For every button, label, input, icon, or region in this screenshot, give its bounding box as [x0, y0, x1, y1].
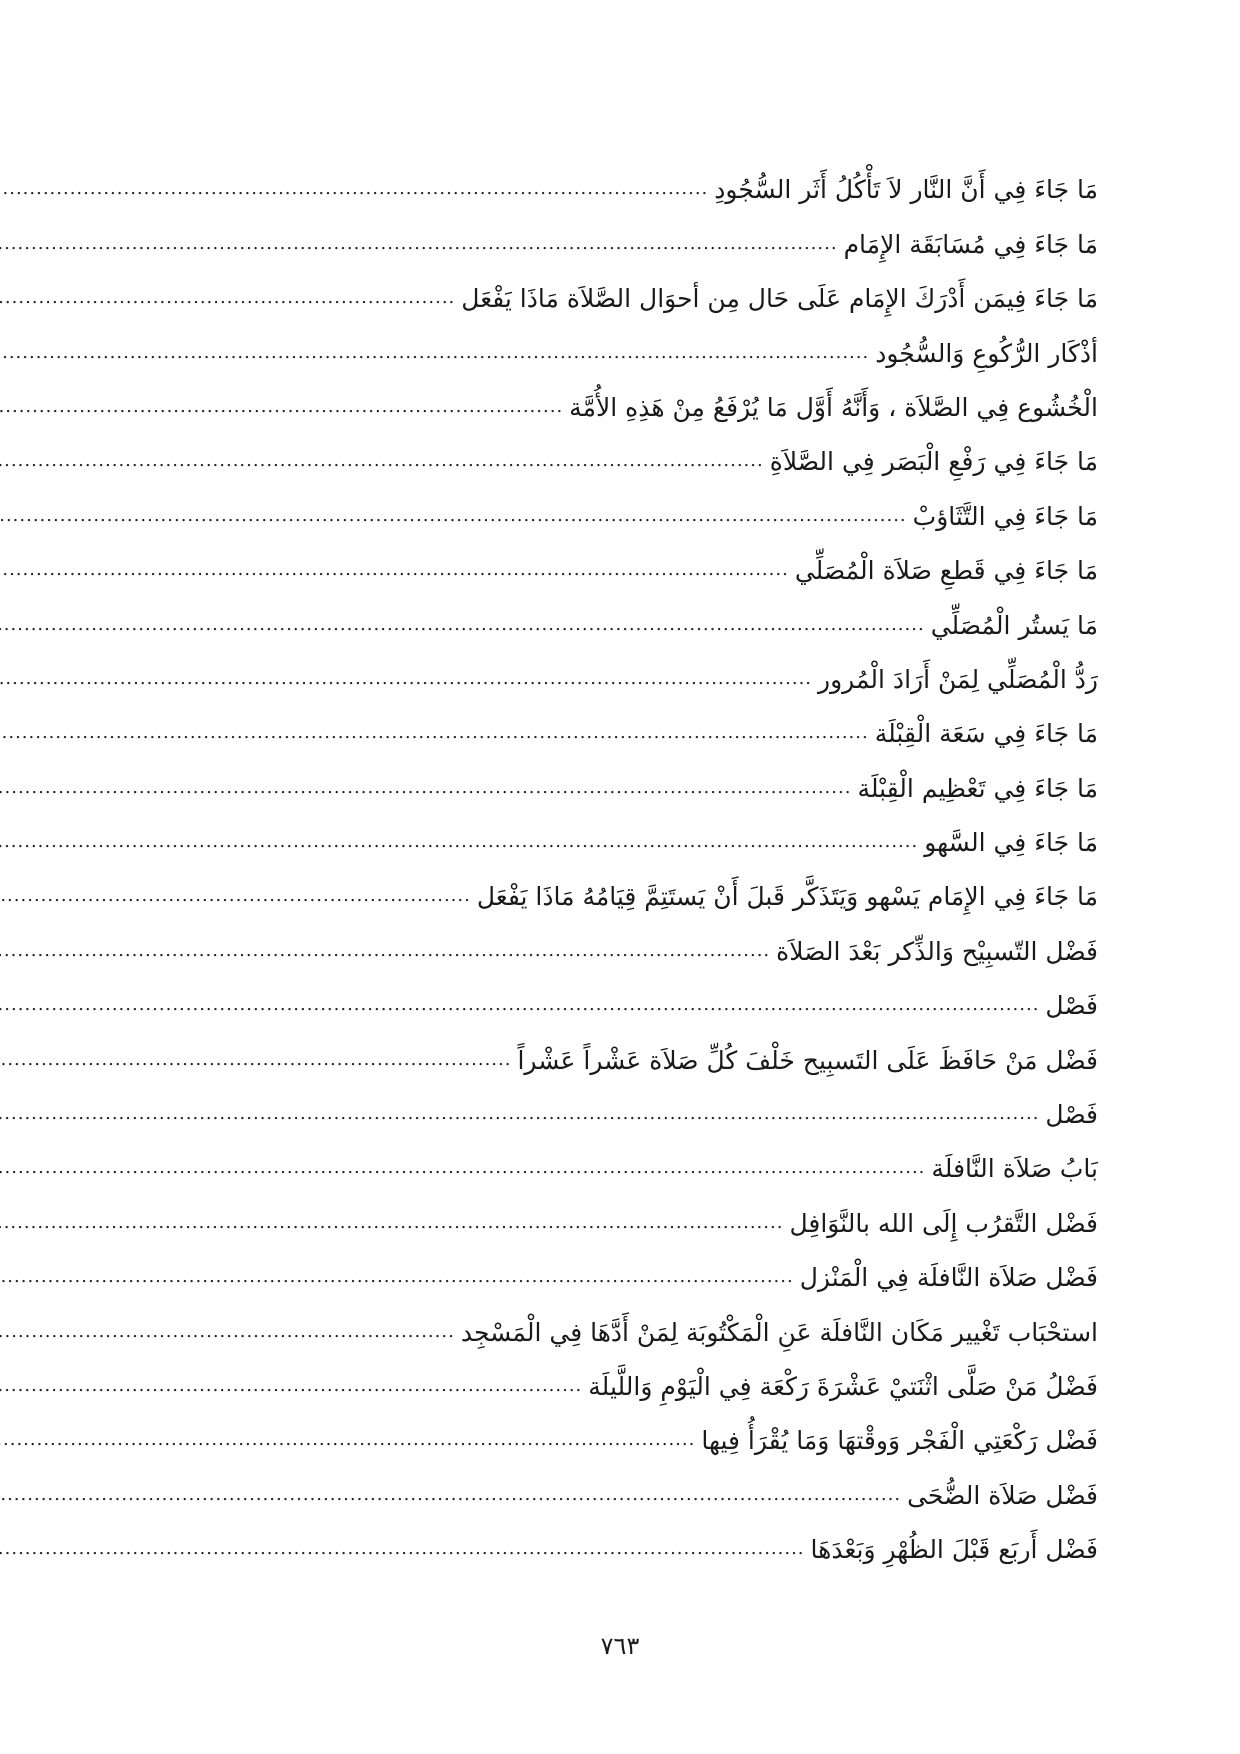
dot-leader [0, 344, 869, 368]
page-number: ٧٦٣ [600, 1632, 640, 1660]
dot-leader [0, 887, 471, 911]
dot-leader [0, 779, 851, 803]
dot-leader [0, 1431, 695, 1455]
dot-leader [0, 1159, 925, 1183]
toc-entry-title: رَدُّ الْمُصَلِّي لِمَنْ أَرَادَ الْمُرور [818, 664, 1098, 694]
toc-entry [148, 204, 1098, 258]
toc-entry-title: فَصْل [1045, 1100, 1098, 1130]
dot-leader [0, 942, 770, 966]
toc-entry [148, 694, 1098, 748]
dot-leader [0, 289, 455, 313]
toc-entry [148, 585, 1098, 639]
toc-entry-title: مَا جَاءَ فِي الإِمَام يَسْهو وَيَتَذَكَّر قَبلَ أَنْ يَستَتِمَّ قِيَامُهُ مَاذَا يَفْعَل [476, 882, 1098, 912]
toc-entry-title: أذْكَار الرُّكُوعِ وَالسُّجُود [875, 338, 1098, 368]
toc-entry-title: فَضْل مَنْ حَافَظَ عَلَى التَسبِيح خَلْفَ كُلِّ صَلاَة عَشْراً عَشْراً [517, 1045, 1098, 1075]
toc-entry [148, 1129, 1098, 1183]
toc-entry [148, 1401, 1098, 1455]
toc-entry [148, 422, 1098, 476]
toc-entry [148, 1455, 1098, 1509]
dot-leader [0, 1105, 1039, 1129]
toc-entry [148, 857, 1098, 911]
toc-entry-title: الْخُشُوع فِي الصَّلاَة ، وَأَنَّهُ أَوَّل مَا يُرْفَعُ مِنْ هَذِهِ الأُمَّة [569, 392, 1098, 422]
dot-leader [0, 452, 764, 476]
toc-entry [148, 1510, 1098, 1564]
toc-entry-title: مَا جَاءَ فِي أَنَّ النَّار لاَ تَأْكُلُ أَثَر السُّجُودِ [714, 175, 1098, 205]
toc-entry [148, 150, 1098, 204]
toc-entry-title: فَضْلُ مَنْ صَلَّى اثْنَتيْ عَشْرَةَ رَكْعَة فِي الْيَوْمِ وَاللَّيلَة [588, 1371, 1098, 1401]
toc-entry-title: بَابُ صَلاَة النَّافلَة [931, 1154, 1098, 1184]
toc-entry [148, 368, 1098, 422]
toc-entry-title: مَا جَاءَ فِي تَعْظِيم الْقِبْلَة [857, 773, 1098, 803]
toc-entry [148, 966, 1098, 1020]
dot-leader [0, 833, 918, 857]
dot-leader [0, 616, 925, 640]
toc-entry [148, 1238, 1098, 1292]
toc-entry [148, 1347, 1098, 1401]
toc-entry [148, 259, 1098, 313]
toc-entry [148, 1292, 1098, 1346]
dot-leader [0, 180, 708, 204]
toc-entry [148, 803, 1098, 857]
toc-entry-title: مَا جَاءَ فِي مُسَابَقَة الإِمَام [843, 229, 1098, 259]
toc-entry-title: فَضْل صَلاَة النَّافلَة فِي الْمَنْزل [799, 1263, 1098, 1293]
dot-leader [0, 235, 838, 259]
toc-entry-title: مَا جَاءَ فِي السَّهو [924, 828, 1098, 858]
dot-leader [0, 1540, 805, 1564]
dot-leader [0, 724, 869, 748]
toc-entry [148, 476, 1098, 530]
toc-entry [148, 1183, 1098, 1237]
toc-entry [148, 313, 1098, 367]
toc-entry-title: فَضْل التّسبِيْح وَالذِّكر بَعْدَ الصَلاَة [776, 936, 1098, 966]
toc-entry-title: استحْبَاب تَغْيير مَكَان النَّافلَة عَنِ الْمَكْتُوبَة لِمَنْ أَدَّهَا فِي الْمَسْجِد [460, 1317, 1098, 1347]
dot-leader [0, 670, 812, 694]
dot-leader [0, 996, 1039, 1020]
toc-entry [148, 1020, 1098, 1074]
toc-entry-title: مَا جَاءَ فِيمَن أَدْرَكَ الإِمَام عَلَى حَال مِن أحوَال الصَّلاَة مَاذَا يَفْعَل [461, 284, 1098, 314]
toc-entry-title: فَضْل أَربَع قَبْلَ الظُهْرِ وَبَعْدَهَا [810, 1535, 1098, 1565]
dot-leader [0, 1377, 582, 1401]
dot-leader [0, 561, 789, 585]
toc-entry [148, 748, 1098, 802]
dot-leader [0, 1214, 783, 1238]
toc-entry [148, 1075, 1098, 1129]
toc-entry-title: فَضْل رَكْعَتِي الْفَجْر وَوقْتهَا وَمَا يُقْرَأُ فِيها [701, 1426, 1098, 1456]
toc-entry-title: مَا جَاءَ فِي قَطعِ صَلاَة الْمُصَلِّي [794, 556, 1098, 586]
toc-entry-title: فَصْل [1045, 991, 1098, 1021]
toc-entry-title: مَا يَستُر الْمُصَلِّي [930, 610, 1098, 640]
dot-leader [0, 507, 907, 531]
toc-entry [148, 911, 1098, 965]
dot-leader [0, 1051, 511, 1075]
table-of-contents [148, 150, 1098, 1564]
toc-entry-title: فَضْل التَّقرُب إِلَى الله بالنَّوَافِل [789, 1208, 1098, 1238]
dot-leader [0, 1268, 794, 1292]
dot-leader [0, 1323, 455, 1347]
toc-entry [148, 640, 1098, 694]
toc-entry [148, 531, 1098, 585]
toc-entry-title: مَا جَاءَ فِي رَفْعِ الْبَصَر فِي الصَّلاَةِ [769, 447, 1098, 477]
toc-entry-title: مَا جَاءَ فِي التَّثَاؤبْ [912, 501, 1098, 531]
toc-entry-title: مَا جَاءَ فِي سَعَة الْقِبْلَة [874, 719, 1098, 749]
toc-entry-title: فَضْل صَلاَة الضُّحَى [907, 1480, 1098, 1510]
dot-leader [0, 398, 563, 422]
dot-leader [0, 1486, 901, 1510]
